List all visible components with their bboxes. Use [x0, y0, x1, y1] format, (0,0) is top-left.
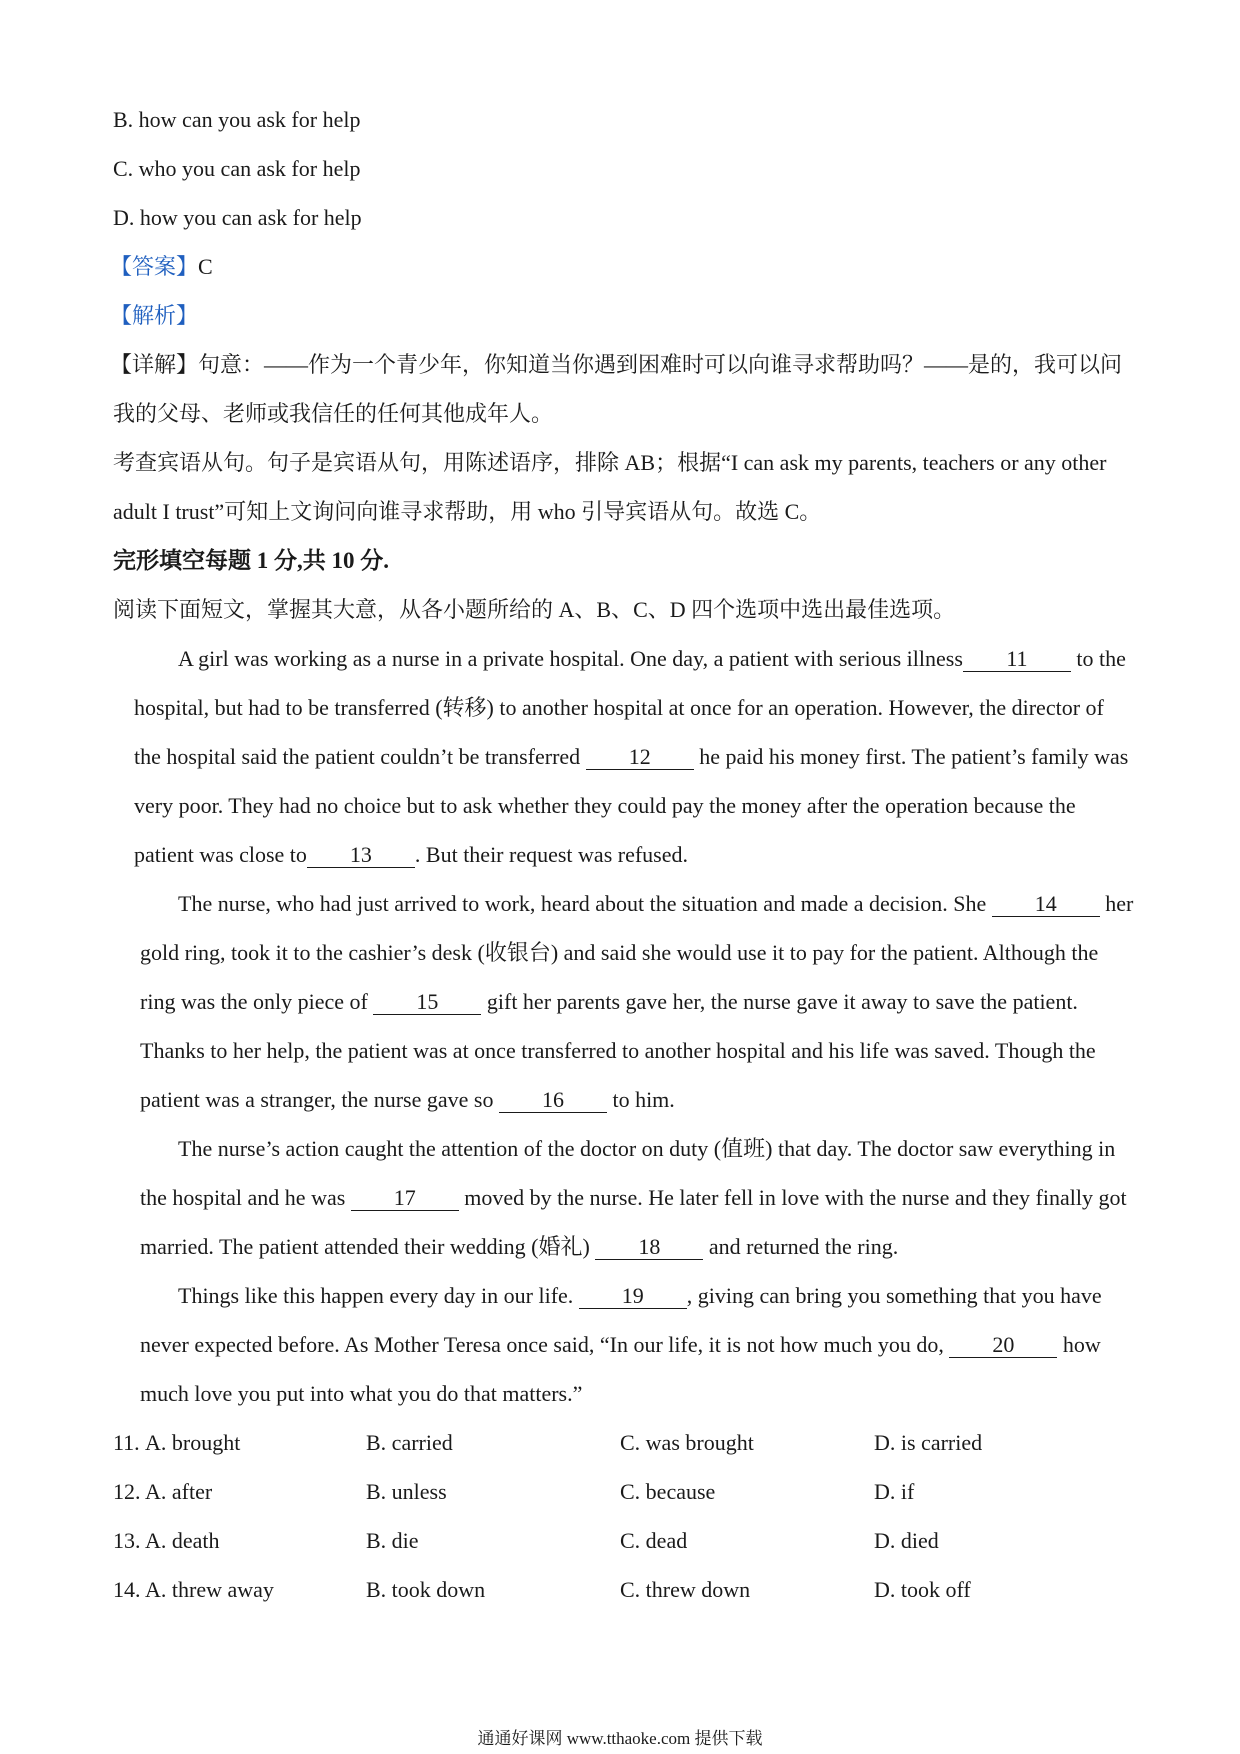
choice-d: D. is carried: [874, 1430, 983, 1455]
passage-text: her: [1105, 891, 1134, 916]
blank-12: 12: [586, 745, 694, 770]
passage-line: hospital, but had to be transferred (转移) to another hospital at once for an operation. However, the director of: [134, 695, 1104, 720]
passage-text: married. The patient attended their wedding (婚礼): [140, 1234, 590, 1259]
passage-line: [178, 890, 1133, 918]
analysis-line: [110, 302, 198, 330]
choice-b: B. took down: [366, 1577, 486, 1602]
answer-line: [110, 253, 213, 281]
blank-20: 20: [949, 1333, 1057, 1358]
choice-c: C. dead: [620, 1528, 688, 1553]
passage-line: Thanks to her help, the patient was at once transferred to another hospital and his life was saved. Though the: [140, 1038, 1096, 1063]
blank-15: 15: [373, 990, 481, 1015]
passage-text: and returned the ring.: [708, 1234, 899, 1259]
choice-d: D. if: [874, 1479, 915, 1504]
question-number: 12.: [113, 1479, 141, 1504]
choice-d: D. took off: [874, 1577, 971, 1602]
section-instruction: 阅读下面短文，掌握其大意，从各小题所给的 A、B、C、D 四个选项中选出最佳选项。: [113, 597, 956, 622]
passage-text: patient was close to: [134, 842, 307, 867]
choice-b: B. carried: [366, 1430, 453, 1455]
passage-line: [140, 1086, 675, 1114]
blank-16: 16: [499, 1088, 607, 1113]
passage-line: The nurse’s action caught the attention of the doctor on duty (值班) that day. The doctor saw everything in: [178, 1136, 1116, 1161]
passage-text: how: [1062, 1332, 1101, 1357]
passage-text: . But their request was refused.: [414, 842, 688, 867]
blank-18: 18: [595, 1235, 703, 1260]
blank-13: 13: [307, 843, 415, 868]
choice-c: C. was brought: [620, 1430, 754, 1455]
blank-17: 17: [351, 1186, 459, 1211]
choice-b: B. unless: [366, 1479, 447, 1504]
passage-text: the hospital said the patient couldn’t be transferred: [134, 744, 581, 769]
passage-text: , giving can bring you something that you have: [686, 1283, 1102, 1308]
passage-line: [178, 645, 1126, 673]
choice-d: D. died: [874, 1528, 939, 1553]
passage-text: gift her parents gave her, the nurse gave it away to save the patient.: [486, 989, 1078, 1014]
question-number: 11.: [113, 1430, 140, 1455]
detail-line-1: [110, 351, 1122, 379]
passage-line: [134, 841, 688, 869]
passage-text: A girl was working as a nurse in a private hospital. One day, a patient with serious illness: [178, 646, 963, 671]
passage-text: Things like this happen every day in our life.: [178, 1283, 574, 1308]
choice-c: C. because: [620, 1479, 716, 1504]
choice-a: A. death: [145, 1528, 220, 1553]
question-number: 13.: [113, 1528, 141, 1553]
passage-text: patient was a stranger, the nurse gave so: [140, 1087, 494, 1112]
passage-line: [134, 743, 1128, 771]
passage-line: [140, 1184, 1127, 1212]
passage-line: [178, 1282, 1102, 1310]
detail-text-1: 句意：——作为一个青少年，你知道当你遇到困难时可以向谁寻求帮助吗？——是的，我可以问: [198, 352, 1123, 377]
passage-text: he paid his money first. The patient’s family was: [699, 744, 1129, 769]
passage-text: ring was the only piece of: [140, 989, 368, 1014]
detail-line-3: 考查宾语从句。句子是宾语从句，用陈述语序，排除 AB；根据“I can ask my parents, teachers or any other: [113, 450, 1107, 475]
option-c: C. who you can ask for help: [113, 156, 361, 181]
passage-line: [140, 1331, 1101, 1359]
choice-a: A. threw away: [145, 1577, 274, 1602]
detail-line-4: adult I trust”可知上文询问向谁寻求帮助，用 who 引导宾语从句。故选 C。: [113, 499, 822, 524]
answer-tag: 【答案】: [110, 254, 199, 279]
option-b: B. how can you ask for help: [113, 107, 361, 132]
passage-text: The nurse, who had just arrived to work, heard about the situation and made a decision. She: [178, 891, 987, 916]
blank-19: 19: [579, 1284, 687, 1309]
choice-a: A. after: [145, 1479, 213, 1504]
passage-line: [140, 1233, 898, 1261]
passage-line: very poor. They had no choice but to ask whether they could pay the money after the operation because the: [134, 793, 1076, 818]
passage-text: to him.: [612, 1087, 675, 1112]
passage-text: moved by the nurse. He later fell in love with the nurse and they finally got: [464, 1185, 1127, 1210]
analysis-tag: 【解析】: [110, 303, 199, 328]
blank-14: 14: [992, 892, 1100, 917]
choice-a: A. brought: [145, 1430, 241, 1455]
passage-line: [140, 988, 1078, 1016]
passage-line: much love you put into what you do that matters.”: [140, 1381, 583, 1406]
choice-c: C. threw down: [620, 1577, 751, 1602]
passage-line: gold ring, took it to the cashier’s desk (收银台) and said she would use it to pay for the patient. Although the: [140, 940, 1099, 965]
blank-11: 11: [963, 647, 1071, 672]
passage-text: to the: [1076, 646, 1126, 671]
detail-tag: 【详解】: [110, 352, 199, 377]
page-footer: 通通好课网 www.tthaoke.com 提供下载: [477, 1729, 763, 1748]
question-number: 14.: [113, 1577, 141, 1602]
passage-text: never expected before. As Mother Teresa once said, “In our life, it is not how much you do,: [140, 1332, 944, 1357]
option-d: D. how you can ask for help: [113, 205, 362, 230]
choice-b: B. die: [366, 1528, 419, 1553]
section-title: 完形填空每题 1 分,共 10 分.: [113, 548, 389, 573]
answer-value: C: [198, 254, 213, 279]
detail-line-2: 我的父母、老师或我信任的任何其他成年人。: [113, 401, 554, 426]
passage-text: the hospital and he was: [140, 1185, 346, 1210]
